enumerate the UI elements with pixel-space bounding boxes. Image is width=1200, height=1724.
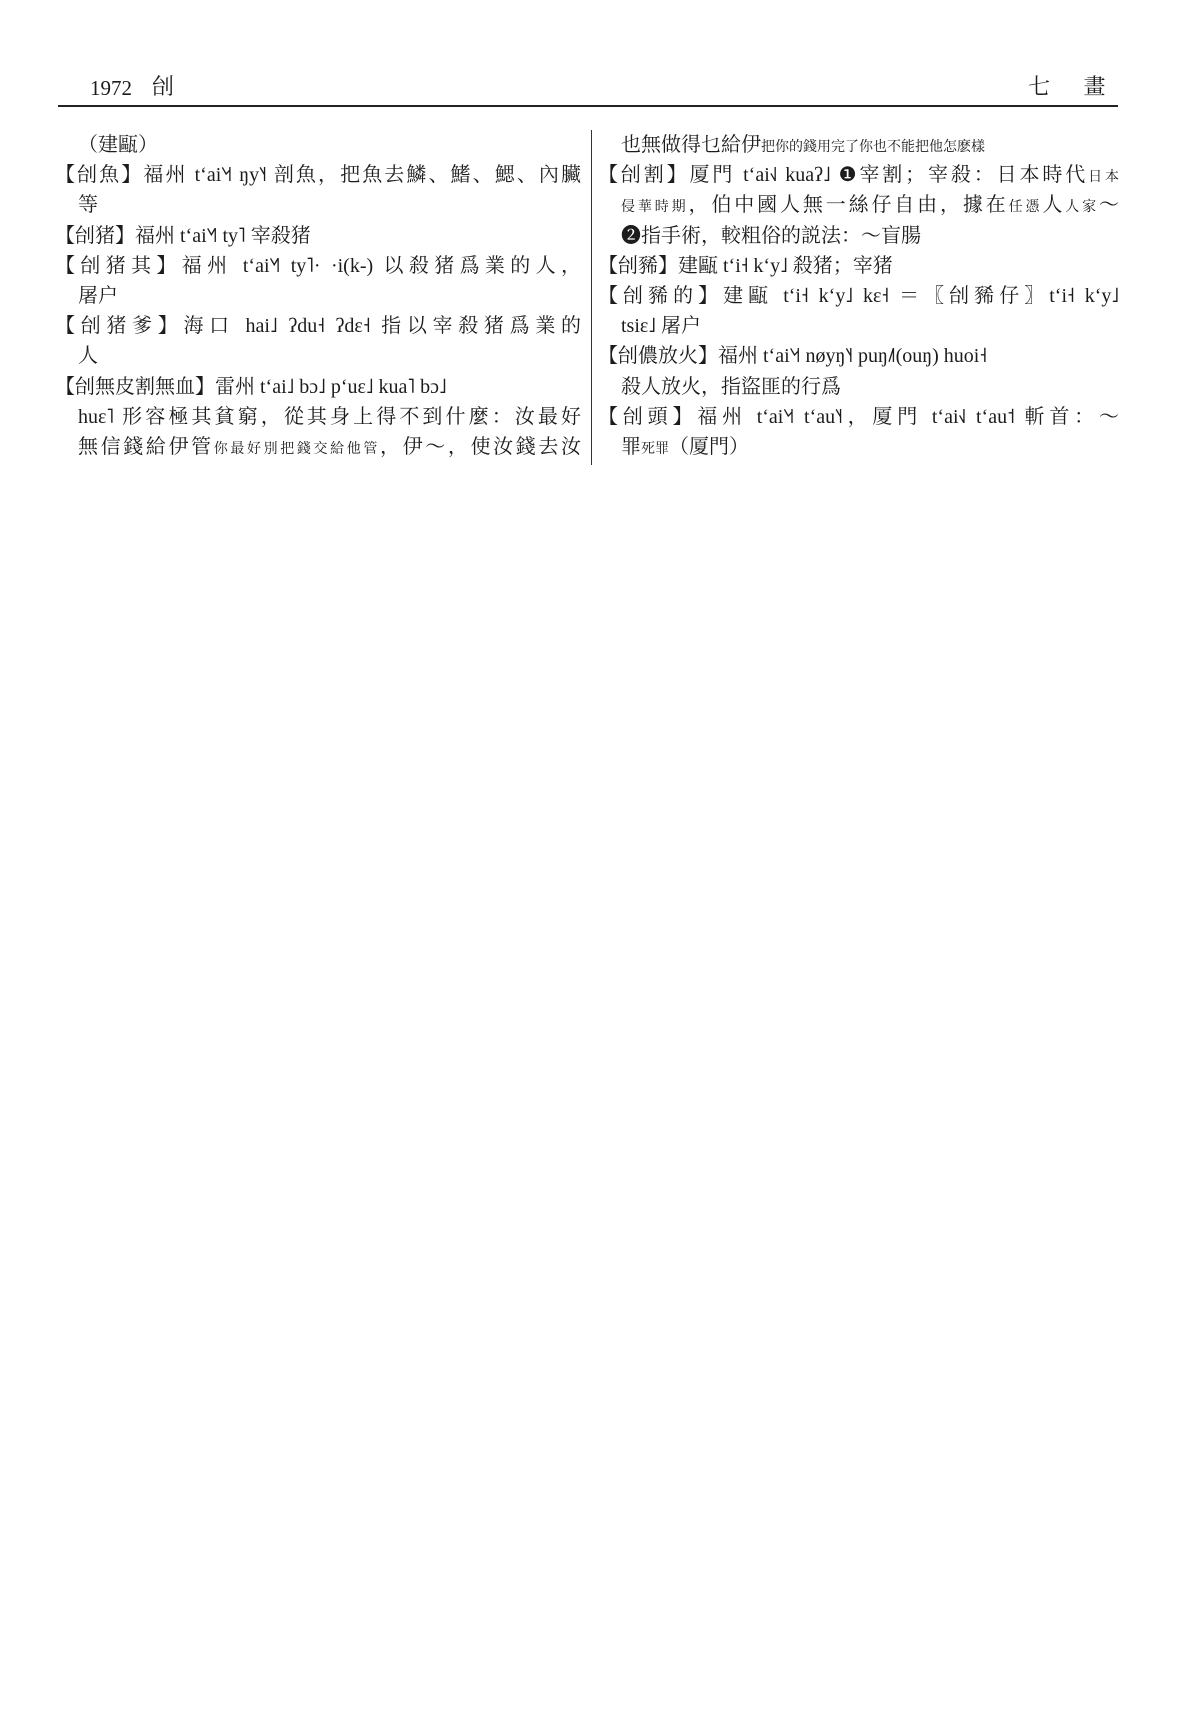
entry-line [598, 160, 1119, 190]
entry-line [55, 372, 581, 402]
entry-line [598, 341, 1119, 371]
entry-text: 建甌 tʻi˧ kʻy˩ 殺猪；宰猪 [678, 254, 893, 277]
page-number: 1972 [90, 76, 132, 100]
entry-text: （厦門） [669, 435, 749, 458]
entry-line [598, 130, 1119, 160]
headword: 【刣儂放火】 [598, 345, 718, 368]
entry-line [55, 341, 581, 371]
entry-line [598, 372, 1119, 402]
entry-text: （建甌） [78, 134, 158, 156]
dictionary-entry [55, 311, 581, 371]
entry-line [55, 160, 581, 190]
entry-text: 福州 tʻai˥˧˦ ŋy˥˧ 剖魚，把魚去鱗、鰭、鰓、內臟 [143, 164, 581, 187]
gloss-text: 把你的錢用完了你也不能把他怎麽樣 [761, 140, 985, 155]
entry-continuation [55, 130, 581, 160]
header-character: 刣 [152, 74, 175, 99]
entry-text: 海口 hai˩ ʔdu˧ ʔdɛ˧ 指以宰殺猪爲業的 [183, 315, 581, 338]
column-divider [591, 130, 592, 465]
entry-text: huɛ˥ 形容極其貧窮，從其身上得不到什麼：汝最好 [78, 405, 581, 428]
entry-text: 福州 tʻai˥˧˦ tʻau˥˧，厦門 tʻai˧˩ tʻau˦ 斬首：～ [697, 405, 1119, 428]
entry-text: ～ [1099, 194, 1119, 217]
entry-text: 福州 tʻai˥˧˦ nøyŋ˥˧ puŋ˩˥(ouŋ) huoi˧ [718, 345, 988, 368]
entry-text: 等 [78, 194, 98, 217]
entry-continuation [598, 130, 1119, 160]
entry-text: 人 [78, 345, 98, 368]
header-rule [58, 105, 1118, 107]
entry-line [55, 130, 581, 160]
entry-line [55, 190, 581, 220]
entry-text: 殺人放火，指盜匪的行爲 [621, 375, 841, 398]
headword: 【刣猪】 [55, 224, 135, 247]
dictionary-entry [598, 281, 1119, 341]
column-left [55, 130, 581, 462]
entry-text: 福州 tʻai˥˧˥ ty˥· ·i(k-) 以殺猪爲業的人， [181, 254, 581, 277]
gloss-text: 你最好別把錢交給他管 [213, 441, 380, 457]
gloss-text: 死罪 [641, 441, 669, 457]
entry-text: 建甌 tʻi˧ kʻy˩ kɛ˧ ＝〖刣豨仔〗tʻi˧ kʻy˩ [723, 284, 1119, 307]
entry-line [598, 190, 1119, 220]
headword: 【刣猪其】 [55, 254, 182, 277]
section-title: 七 畫 [1028, 74, 1120, 99]
entry-line [55, 402, 581, 432]
entry-line [598, 251, 1119, 281]
headword: 【刣割】 [598, 164, 690, 187]
entry-line [598, 281, 1119, 311]
entry-text: 人 [1042, 194, 1066, 217]
entry-line [55, 311, 581, 341]
entry-text: tsiɛ˩ 屠户 [621, 315, 701, 338]
gloss-text: 日本 [1088, 170, 1119, 186]
headword: 【刣魚】 [55, 164, 144, 187]
dictionary-entry [55, 221, 581, 251]
entry-line [55, 251, 581, 281]
headword: 【刣猪爹】 [55, 315, 184, 338]
gloss-text: 任憑 [1008, 200, 1043, 216]
entry-text: 厦門 tʻai˧˩ kuaʔ˩ ❶宰割；宰殺：日本時代 [689, 164, 1089, 187]
entry-text: 也無做得乜給伊 [621, 134, 761, 156]
dictionary-entry [55, 372, 581, 463]
entry-line [598, 432, 1119, 462]
entry-text: ❷指手術，較粗俗的説法：～盲腸 [621, 224, 921, 247]
dictionary-entry [598, 160, 1119, 251]
column-right [598, 130, 1119, 462]
entry-line [55, 221, 581, 251]
entry-text: 福州 tʻai˥˧˥ ty˥ 宰殺猪 [135, 224, 311, 247]
entry-text: 無信錢給伊管 [78, 435, 214, 458]
gloss-text: 侵華時期 [621, 200, 689, 216]
headword: 【刣豨】 [598, 254, 678, 277]
entry-line [598, 402, 1119, 432]
headword: 【刣無皮割無血】 [55, 375, 215, 398]
dictionary-entry [55, 160, 581, 220]
entry-line [55, 281, 581, 311]
headword: 【刣頭】 [598, 405, 698, 428]
entry-line [55, 432, 581, 462]
entry-text: 屠户 [78, 284, 118, 307]
dictionary-entry [598, 251, 1119, 281]
entry-line [598, 311, 1119, 341]
entry-line [598, 221, 1119, 251]
gloss-text: 人家 [1065, 200, 1100, 216]
entry-text: 罪 [621, 435, 641, 458]
entry-text: ，伯中國人無一絲仔自由，據在 [688, 194, 1009, 217]
dictionary-entry [598, 341, 1119, 401]
entry-text: ，伊～，使汝錢去汝 [380, 435, 581, 458]
dictionary-entry [598, 402, 1119, 462]
dictionary-entry [55, 251, 581, 311]
entry-text: 雷州 tʻai˩ bɔ˩ pʻuɛ˩ kua˥ bɔ˩ [215, 375, 447, 398]
headword: 【刣豨的】 [598, 284, 724, 307]
